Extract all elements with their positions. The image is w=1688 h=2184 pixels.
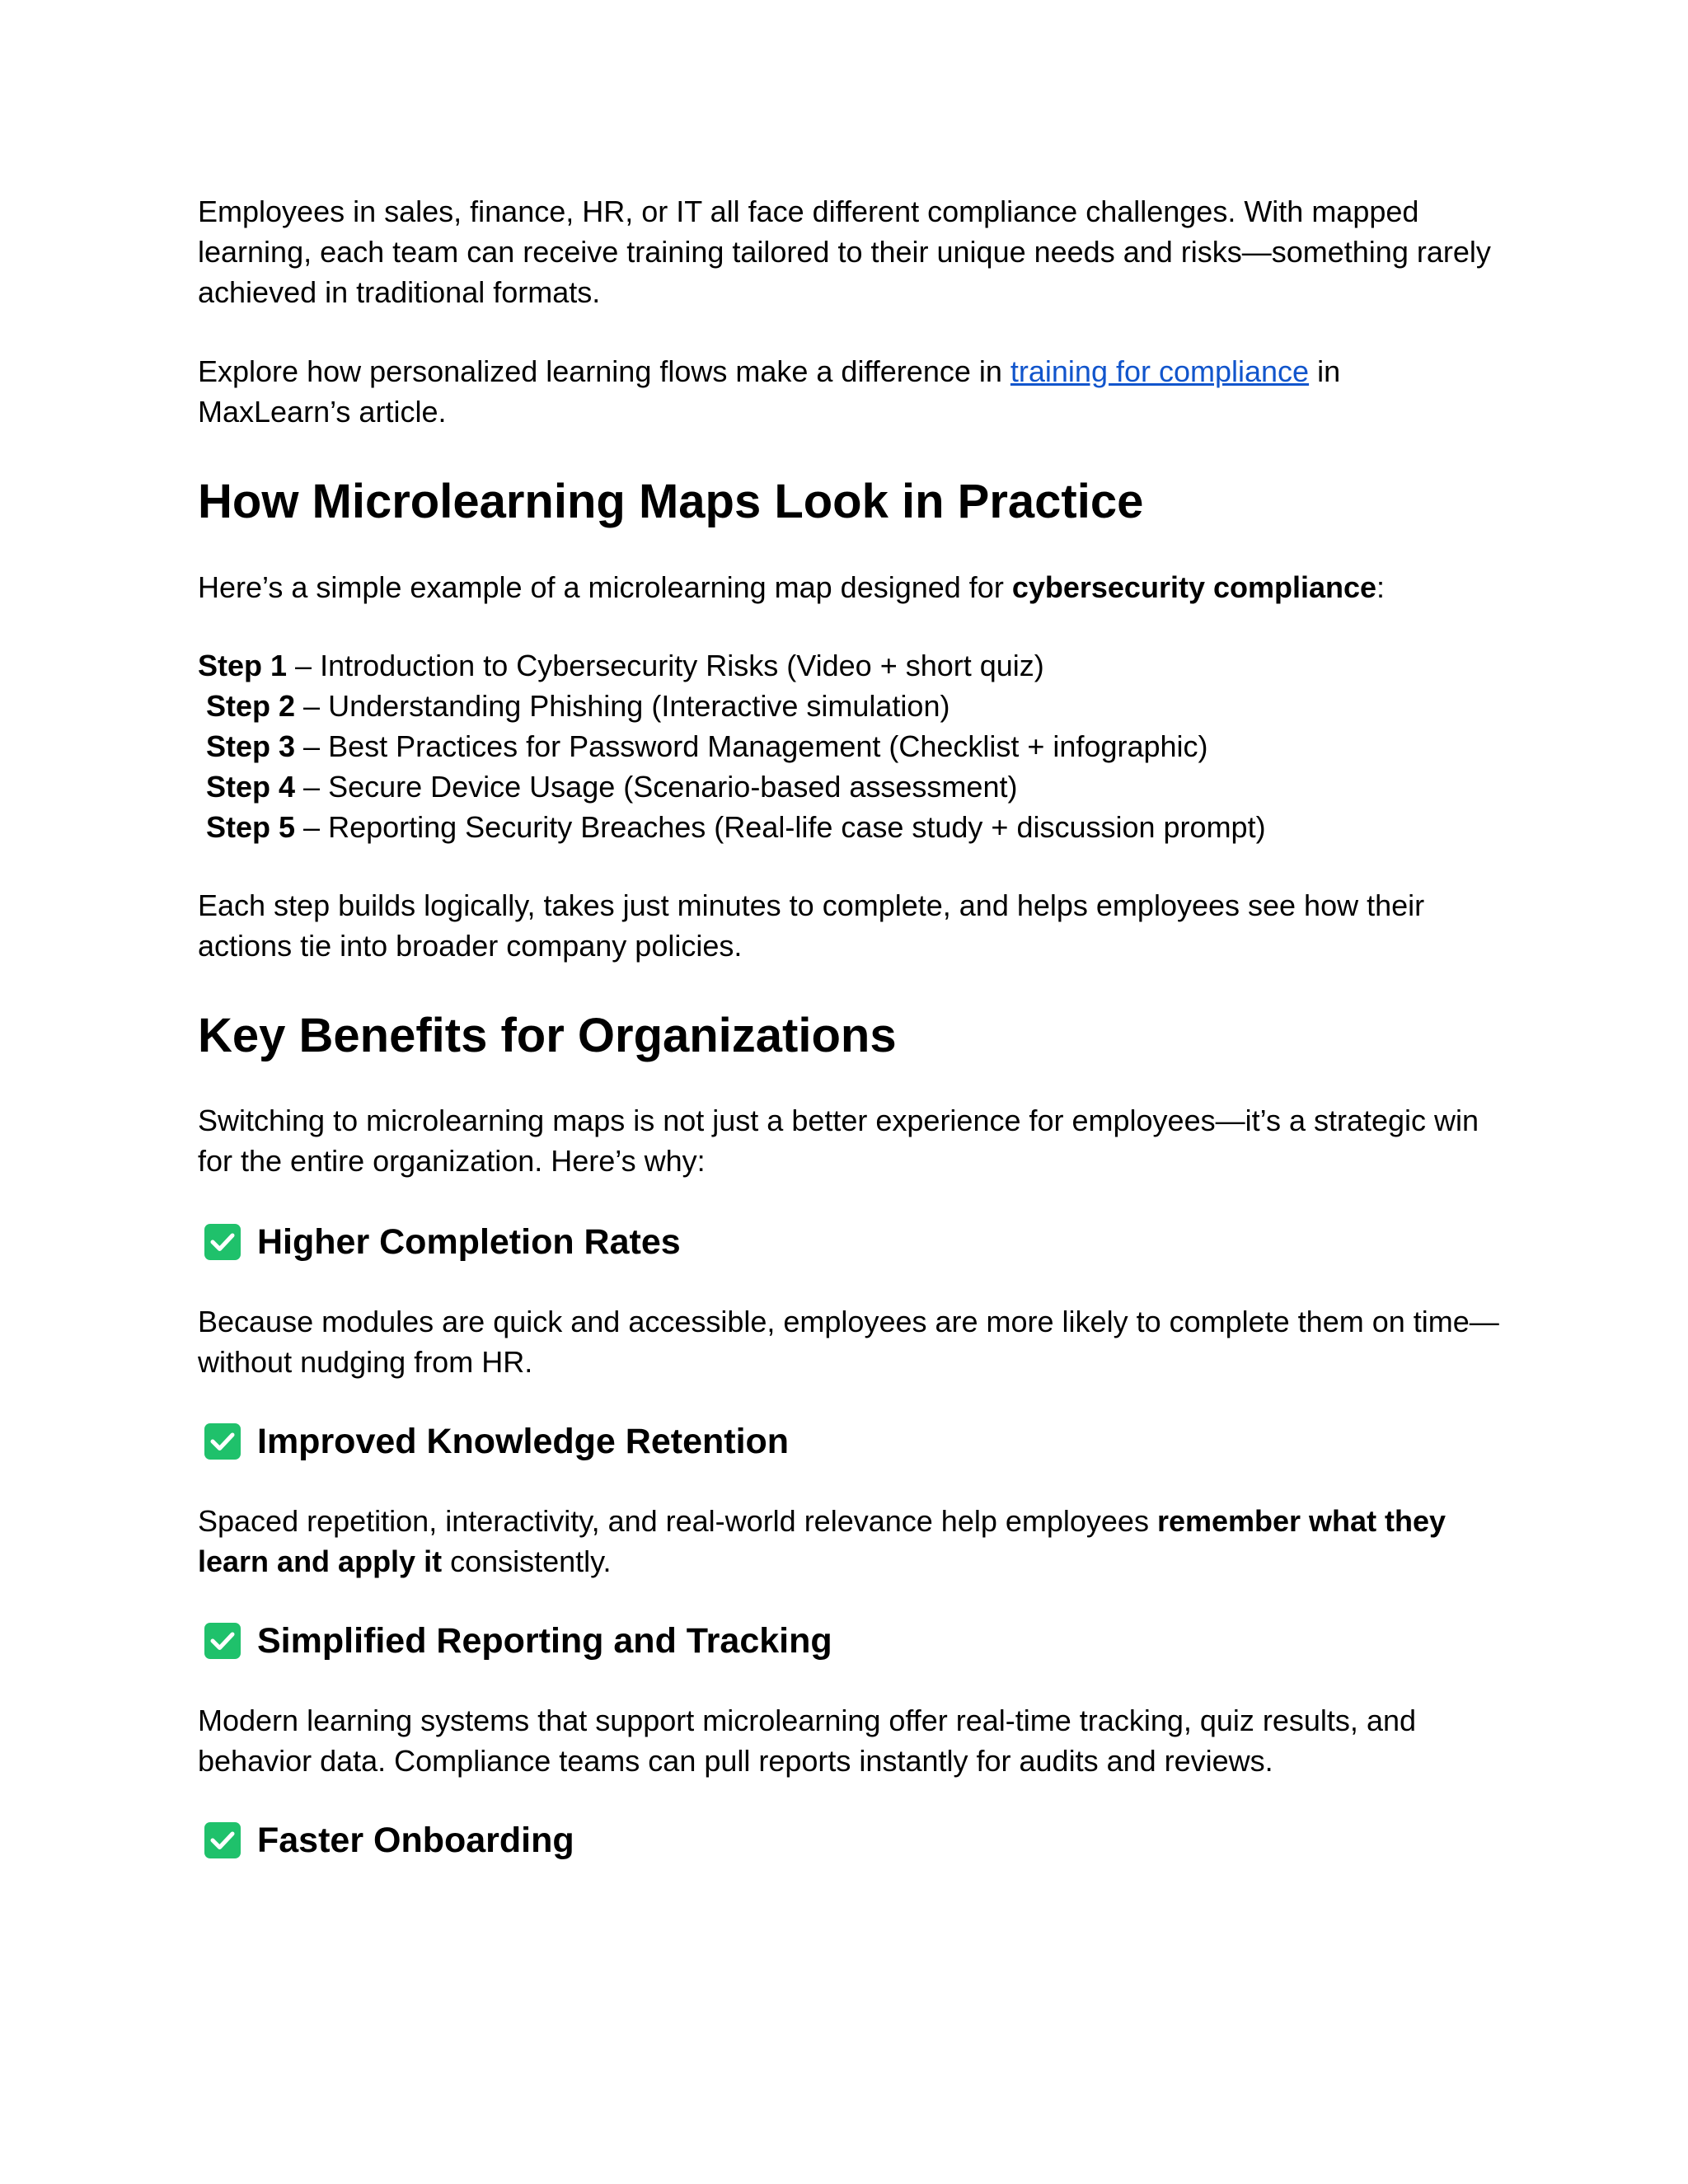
document-page (198, 191, 1500, 1863)
step-text: – Introduction to Cybersecurity Risks (Video + short quiz) (287, 649, 1044, 682)
step-label: Step 2 (206, 689, 296, 723)
step-label: Step 4 (206, 770, 296, 804)
step-item (198, 726, 1500, 766)
step-label: Step 5 (206, 810, 296, 844)
check-mark-button-icon (204, 1623, 241, 1659)
step-label: Step 3 (206, 729, 296, 763)
step-text: – Best Practices for Password Management (Checklist + infographic) (295, 729, 1208, 763)
step-item (198, 686, 1500, 726)
benefit-title: Simplified Reporting and Tracking (257, 1621, 832, 1661)
check-mark-button-icon (204, 1822, 241, 1858)
explore-text-after: in MaxLearn’s article. (198, 354, 1341, 429)
benefit-heading-completion (198, 1219, 1500, 1265)
retention-text-bold: remember what they learn and apply it (198, 1504, 1447, 1578)
step-text: – Secure Device Usage (Scenario-based assessment) (295, 770, 1018, 804)
explore-text-before: Explore how personalized learning flows make a difference in (198, 354, 1010, 388)
section-heading-benefits: Key Benefits for Organizations (198, 1009, 897, 1062)
benefit-title: Faster Onboarding (257, 1821, 574, 1860)
benefit-body-reporting: Modern learning systems that support microlearning offer real-time tracking, quiz results, and behavior data. Compliance teams can pull reports instantly for audits and reviews. (198, 1704, 1417, 1778)
intro-paragraph: Employees in sales, finance, HR, or IT all face different compliance challenges. With mapped learning, each team can receive training tailored to their unique needs and risks—something rarely achieved in traditional formats. (198, 194, 1491, 309)
practice-lead-bold: cybersecurity compliance (1011, 570, 1377, 604)
practice-closing-paragraph: Each step builds logically, takes just minutes to complete, and helps employees see how their actions tie into broader company policies. (198, 888, 1425, 963)
retention-text-after: consistently. (442, 1544, 612, 1578)
benefit-heading-retention (198, 1418, 1500, 1465)
check-mark-button-icon (204, 1224, 241, 1260)
step-text: – Understanding Phishing (Interactive simulation) (295, 689, 950, 723)
step-item (198, 766, 1500, 807)
benefit-heading-reporting (198, 1618, 1500, 1664)
benefit-body-completion: Because modules are quick and accessible, employees are more likely to complete them on time—without nudging from HR. (198, 1305, 1499, 1379)
benefits-lead-paragraph: Switching to microlearning maps is not just a better experience for employees—it’s a strategic win for the entire organization. Here’s why: (198, 1104, 1479, 1178)
practice-lead-colon: : (1376, 570, 1386, 604)
benefit-body-retention (198, 1501, 1500, 1582)
check-mark-button-icon (204, 1423, 241, 1460)
section-heading-practice: How Microlearning Maps Look in Practice (198, 475, 1144, 528)
benefit-title: Improved Knowledge Retention (257, 1422, 790, 1461)
practice-lead-text: Here’s a simple example of a microlearning map designed for (198, 570, 1012, 604)
benefit-heading-onboarding (198, 1817, 1500, 1863)
retention-text-before: Spaced repetition, interactivity, and real-world relevance help employees (198, 1504, 1157, 1538)
training-for-compliance-link[interactable]: training for compliance (1010, 354, 1310, 388)
step-label: Step 1 (198, 649, 288, 682)
step-item (198, 645, 1500, 686)
steps-list (198, 645, 1500, 847)
practice-lead-paragraph (198, 567, 1500, 607)
benefit-title: Higher Completion Rates (257, 1222, 681, 1262)
step-text: – Reporting Security Breaches (Real-life case study + discussion prompt) (295, 810, 1266, 844)
explore-paragraph (198, 351, 1500, 432)
step-item (198, 807, 1500, 847)
